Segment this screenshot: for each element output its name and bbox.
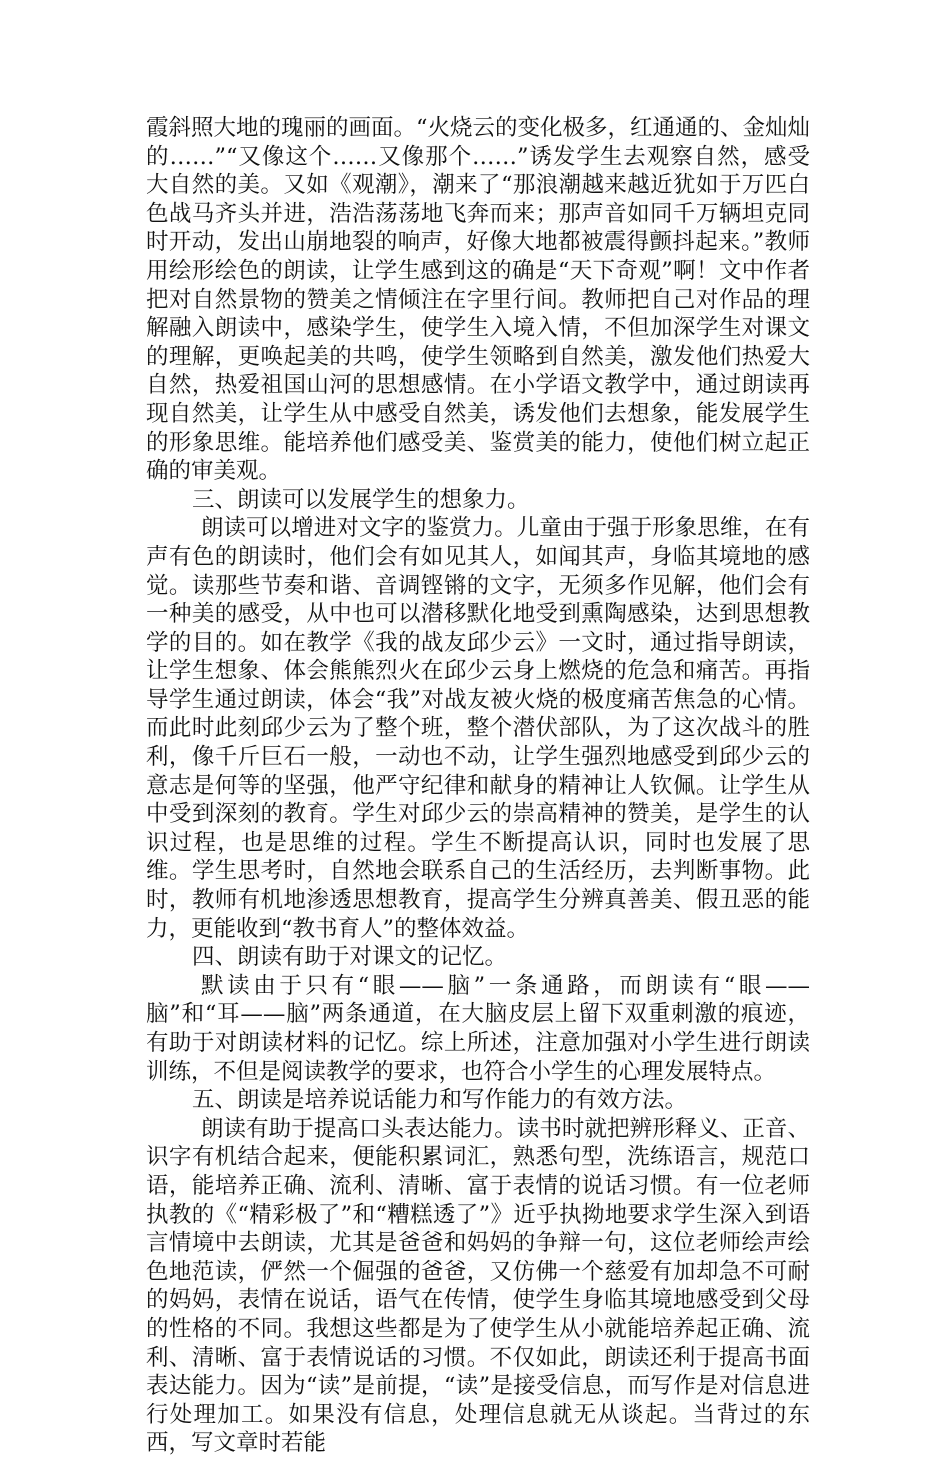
section-heading-4: 四、朗读有助于对课文的记忆。 xyxy=(192,944,508,971)
section-heading-5: 五、朗读是培养说话能力和写作能力的有效方法。 xyxy=(192,1087,688,1114)
paragraph-expression: 朗读有助于提高口头表达能力。读书时就把辨形释义、正音、识字有机结合起来，便能积累词汇，熟悉句型，洗练语言，规范口语，能培养正确、流利、清晰、富于表情的说话习惯。有一位老师执教的《“精彩极了”和“糟糕透了”》近乎执拗地要求学生深入到语言情境中去朗读，尤其是爸爸和妈妈的争辩一句，这位老师绘声绘色地范读，俨然一个倔强的爸爸，又仿佛一个慈爱有加却急不可耐的妈妈，表情在说话，语气在传情，使学生身临其境地感受到父母的性格的不同。我想这些都是为了使学生从小就能培养起正确、流利、清晰、富于表情说话的习惯。不仅如此，朗读还利于提高书面表达能力。因为“读”是前提，“读”是接受信息，而写作是对信息进行处理加工。如果没有信息，处理信息就无从谈起。当背过的东西，写文章时若能 xyxy=(146,1115,810,1457)
paragraph-continuation: 霞斜照大地的瑰丽的画面。“火烧云的变化极多，红通通的、金灿灿的……”“又像这个……又像那个……”诱发学生去观察自然，感受大自然的美。又如《观潮》，潮来了“那浪潮越来越近犹如于万匹白色战马齐头并进，浩浩荡荡地飞奔而来；那声音如同千万辆坦克同时开动，发出山崩地裂的响声，好像大地都被震得颤抖起来。”教师用绘形绘色的朗读，让学生感到这的确是“天下奇观”啊！文中作者把对自然景物的赞美之情倾注在字里行间。教师把自己对作品的理解融入朗读中，感染学生，使学生入境入情，不但加深学生对课文的理解，更唤起美的共鸣，使学生领略到自然美，激发他们热爱大自然，热爱祖国山河的思想感情。在小学语文教学中，通过朗读再现自然美，让学生从中感受自然美，诱发他们去想象，能发展学生的形象思维。能培养他们感受美、鉴赏美的能力，使他们树立起正确的审美观。 xyxy=(146,115,811,485)
article-body xyxy=(146,114,810,1458)
paragraph-memory: 默读由于只有“眼——脑”一条通路，而朗读有“眼——脑”和“耳——脑”两条通道，在大脑皮层上留下双重刺激的痕迹，有助于对朗读材料的记忆。综上所述，注意加强对小学生进行朗读训练，不但是阅读教学的要求，也符合小学生的心理发展特点。 xyxy=(146,972,810,1085)
paragraph-imagination: 朗读可以增进对文字的鉴赏力。儿童由于强于形象思维，在有声有色的朗读时，他们会有如见其人，如闻其声，身临其境地的感觉。读那些节奏和谐、音调铿锵的文字，无须多作见解，他们会有一种美的感受，从中也可以潜移默化地受到熏陶感染，达到思想教学的目的。如在教学《我的战友邱少云》一文时，通过指导朗读，让学生想象、体会熊熊烈火在邱少云身上燃烧的危急和痛苦。再指导学生通过朗读，体会“我”对战友被火烧的极度痛苦焦急的心情。而此时此刻邱少云为了整个班，整个潜伏部队，为了这次战斗的胜利，像千斤巨石一般，一动也不动，让学生强烈地感受到邱少云的意志是何等的坚强，他严守纪律和献身的精神让人钦佩。让学生从中受到深刻的教育。学生对邱少云的崇高精神的赞美，是学生的认识过程，也是思维的过程。学生不断提高认识，同时也发展了思维。学生思考时，自然地会联系自己的生活经历，去判断事物。此时，教师有机地渗透思想教育，提高学生分辨真善美、假丑恶的能力，更能收到“教书育人”的整体效益。 xyxy=(146,515,810,942)
section-heading-3: 三、朗读可以发展学生的想象力。 xyxy=(192,486,530,513)
